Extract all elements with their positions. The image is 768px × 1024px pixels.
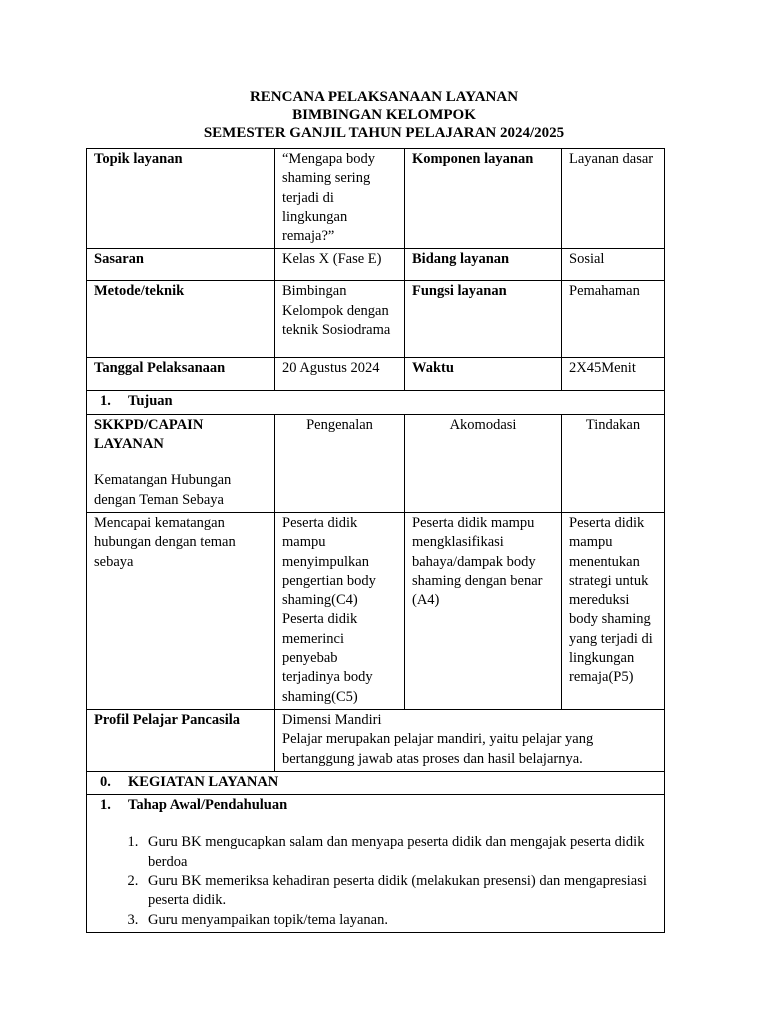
list-item: 1. Guru BK mengucapkan salam dan menyapa peserta didik dan mengajak peserta didik berdoa [142,833,657,872]
tahap-awal-cell [87,795,665,933]
profil-cell [275,709,665,771]
komponen-value: Layanan dasar [562,149,665,249]
tahap-title: Tahap Awal/Pendahuluan [128,797,288,814]
row-sasaran [87,249,665,281]
row-skkpd [87,414,665,512]
kegiatan-heading [87,771,665,794]
col-pengenalan-header: Pengenalan [275,414,405,512]
komponen-label: Komponen layanan [405,149,562,249]
capaian-text: Mencapai kematangan hubungan dengan teman sebaya [87,512,275,709]
skkpd-desc: Kematangan Hubungan dengan Teman Sebaya [94,472,232,508]
tahap-number: 1. [100,797,111,814]
sasaran-label: Sasaran [87,249,275,281]
kegiatan-number: 0. [100,773,111,790]
profil-desc: Pelajar merupakan pelajar mandiri, yaitu pelajar yang bertanggung jawab atas proses dan hasil belajarnya. [282,731,594,767]
list-item: 3. Guru menyampaikan topik/tema layanan. [142,911,657,930]
list-item: 2. Guru BK memeriksa kehadiran peserta didik (melakukan presensi) dan mengapresiasi peserta didik. [142,872,657,911]
profil-label: Profil Pelajar Pancasila [87,709,275,771]
waktu-value: 2X45Menit [562,358,665,391]
skkpd-cell [87,414,275,512]
row-tujuan-heading [87,391,665,414]
fungsi-label: Fungsi layanan [405,281,562,358]
rpl-table [86,148,665,933]
kegiatan-title: KEGIATAN LAYANAN [128,773,279,790]
tahap-awal-heading [94,796,657,815]
row-metode [87,281,665,358]
tujuan-heading [87,391,665,414]
heading-line-1: RENCANA PELAKSANAAN LAYANAN [249,89,519,105]
skkpd-title: SKKPD/CAPAIN LAYANAN [94,416,204,453]
col-akomodasi-header: Akomodasi [405,414,562,512]
topik-value: “Mengapa body shaming sering terjadi di lingkungan remaja?” [275,149,405,249]
pengenalan-item-1: Peserta didik mampu menyimpulkan pengertian body shaming(C4) [282,514,376,609]
tanggal-label: Tanggal Pelaksanaan [87,358,275,391]
row-tanggal [87,358,665,391]
waktu-label: Waktu [405,358,562,391]
pengenalan-item-2: Peserta didik memerinci penyebab terjadinya body shaming(C5) [282,611,373,705]
row-topik [87,149,665,249]
topik-label: Topik layanan [87,149,275,249]
metode-value: Bimbingan Kelompok dengan teknik Sosiodrama [275,281,405,358]
fungsi-value: Pemahaman [562,281,665,358]
col-tindakan-header: Tindakan [562,414,665,512]
bidang-label: Bidang layanan [405,249,562,281]
document-heading [0,88,768,142]
row-capaian [87,512,665,709]
row-profil [87,709,665,771]
bidang-value: Sosial [562,249,665,281]
tanggal-value: 20 Agustus 2024 [275,358,405,391]
pengenalan-cell [275,512,405,709]
sasaran-value: Kelas X (Fase E) [275,249,405,281]
heading-line-3: SEMESTER GANJIL TAHUN PELAJARAN 2024/2025 [203,125,565,141]
tindakan-text: Peserta didik mampu menentukan strategi untuk mereduksi body shaming yang terjadi di lingkungan remaja(P5) [562,512,665,709]
row-kegiatan-heading [87,771,665,794]
row-tahap-awal [87,795,665,933]
akomodasi-text: Peserta didik mampu mengklasifikasi bahaya/dampak body shaming dengan benar (A4) [405,512,562,709]
metode-label: Metode/teknik [87,281,275,358]
heading-line-2: BIMBINGAN KELOMPOK [292,107,476,123]
tujuan-number: 1. [100,393,111,410]
profil-dimensi: Dimensi Mandiri [282,711,382,728]
tujuan-title: Tujuan [128,393,173,410]
tahap-awal-steps [94,833,657,929]
